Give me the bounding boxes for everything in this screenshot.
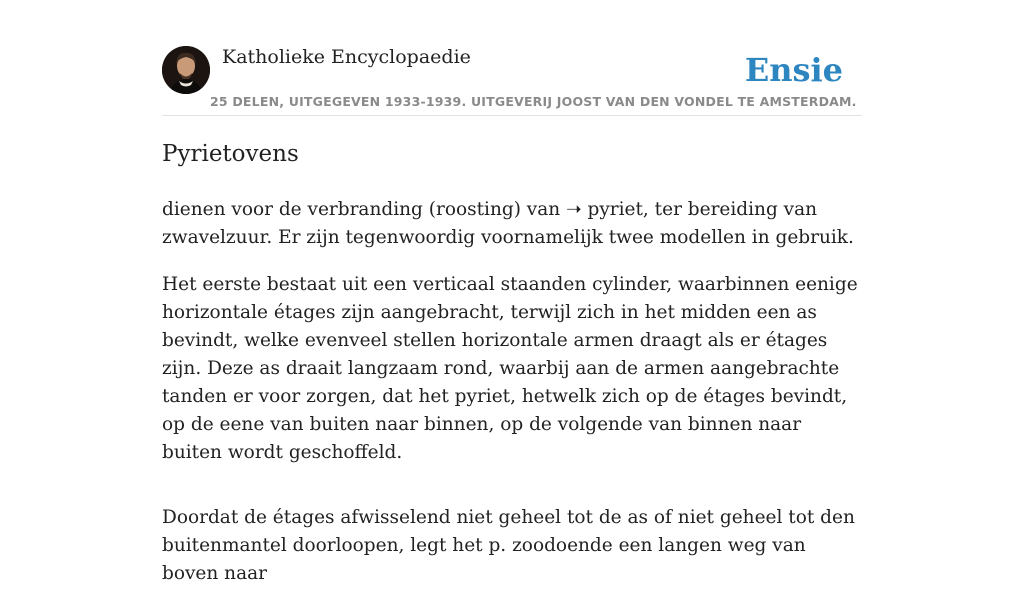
- portrait-avatar-icon[interactable]: [162, 46, 210, 94]
- article-paragraph-1: [162, 196, 862, 252]
- publication-header: [162, 46, 862, 116]
- paragraph-text: dienen voor de verbranding (roosting) van: [162, 199, 567, 220]
- article-title: Pyrietovens: [162, 141, 299, 167]
- article-content: [162, 136, 862, 607]
- publication-subtitle: 25 DELEN, UITGEGEVEN 1933-1939. UITGEVERIJ JOOST VAN DEN VONDEL TE AMSTERDAM.: [210, 94, 857, 109]
- paragraph-gap: [162, 486, 862, 504]
- article-paragraph-2: Het eerste bestaat uit een verticaal staanden cylinder, waarbinnen eenige horizontale étages zijn aangebracht, terwijl zich in het midden een as bevindt, welke evenveel stellen horizontale armen draagt als er étages zijn. Deze as draait langzaam rond, waarbij aan de armen aangebrachte tanden er voor zorgen, dat het pyriet, hetwelk zich op de étages bevindt, op de eene van buiten naar binnen, op de volgende van binnen naar buiten wordt geschoffeld.: [162, 274, 858, 463]
- reference-link-pyriet[interactable]: pyriet: [587, 199, 643, 220]
- article-paragraph-3: Doordat de étages afwisselend niet geheel tot de as of niet geheel tot den buitenmantel doorloopen, legt het p. zoodoende een langen weg van boven naar: [162, 507, 855, 584]
- arrow-icon: ➝: [566, 199, 582, 220]
- ensie-logo[interactable]: Ensie: [744, 51, 843, 89]
- paragraph-text: , ter bereiding van zwavelzuur. Er zijn tegenwoordig voornamelijk twee modellen in gebruik.: [162, 199, 854, 248]
- publication-title[interactable]: Katholieke Encyclopaedie: [222, 46, 471, 68]
